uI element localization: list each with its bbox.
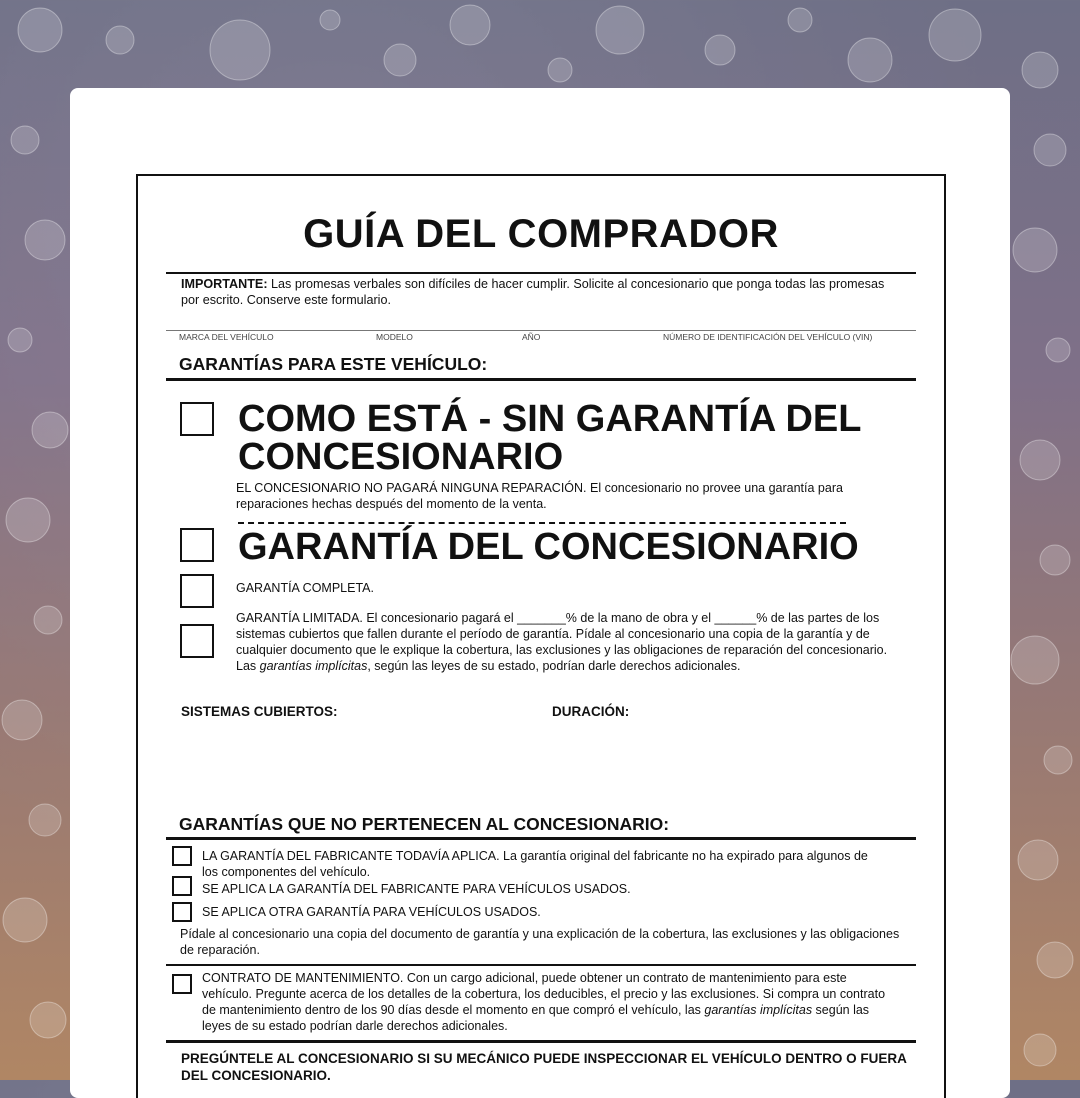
ask-copy-text: Pídale al concesionario una copia del documento de garantía y una explicación de la cobertura, las exclusiones y las obligaciones de reparación. [180,927,900,957]
as-is-text: EL CONCESIONARIO NO PAGARÁ NINGUNA REPARACIÓN. El concesionario no provee una garantía para reparaciones hechas después del momento de la venta. [236,481,843,511]
implied-warranties-text: garantías implícitas [704,1003,813,1017]
full-warranty-checkbox[interactable] [180,574,214,608]
manufacturer-used-warranty-text: SE APLICA LA GARANTÍA DEL FABRICANTE PARA VEHÍCULOS USADOS. [202,882,631,896]
service-contract-text-part: CONTRATO DE MANTENIMIENTO. Con un cargo adicional, puede obtener un contrato de mantenimiento para este vehículo. Pregunte acerca de los detalles de la cobertura, los deducibles, el precio y las exclusiones. Si compra un contrato de mantenimiento dentro de los 90 días desde el momento en que compró el vehículo, las [202,971,886,1017]
buyers-guide-form [136,174,946,1098]
systems-covered-label: SISTEMAS CUBIERTOS: [181,704,338,719]
as-is-checkbox[interactable] [180,402,214,436]
manufacturer-used-warranty-checkbox[interactable] [172,876,192,896]
dealer-warranty-checkbox[interactable] [180,528,214,562]
important-notice [181,276,901,308]
as-is-title: COMO ESTÁ - SIN GARANTÍA DEL CONCESIONARIO [238,398,861,478]
duration-label: DURACIÓN: [552,704,630,719]
vehicle-vin-label: NÚMERO DE IDENTIFICACIÓN DEL VEHÍCULO (VIN) [663,332,873,342]
important-label: IMPORTANTE: [181,277,268,291]
manufacturer-warranty-text: LA GARANTÍA DEL FABRICANTE TODAVÍA APLICA. La garantía original del fabricante no ha expirado para algunos de los componentes del vehículo. [202,849,868,879]
important-text: Las promesas verbales son difíciles de hacer cumplir. Solicite al concesionario que ponga todas las promesas por escrito. Conserve este formulario. [181,277,885,307]
service-contract-text [202,970,892,1034]
service-contract-text-part: según las leyes de su estado podrían darle derechos adicionales. [202,1003,870,1033]
implied-warranties-text: garantías implícitas [259,659,368,673]
service-contract-checkbox[interactable] [172,974,192,994]
other-used-warranty-checkbox[interactable] [172,902,192,922]
limited-warranty-checkbox[interactable] [180,624,214,658]
divider [166,837,916,840]
limited-warranty-text [236,610,904,674]
dealer-warranty-title: GARANTÍA DEL CONCESIONARIO [238,526,859,568]
non-dealer-warranties-heading: GARANTÍAS QUE NO PERTENECEN AL CONCESIONARIO: [179,814,670,834]
limited-warranty-text-part: , según las leyes de su estado, podrían darle derechos adicionales. [367,659,741,673]
divider [166,378,916,381]
limited-warranty-text-part: GARANTÍA LIMITADA. El concesionario pagará el _______% de la mano de obra y el ______% de las partes de los sistemas cubiertos que fallen durante el período de garantía. Pídale al concesionario una copia de la garantía y de cualquier documento que le explique la cobertura, las exclusiones y las obligaciones de reparación del concesionario. Las [236,611,888,673]
vehicle-make-label: MARCA DEL VEHÍCULO [179,332,274,342]
vehicle-info-line [166,330,916,331]
other-used-warranty-text: SE APLICA OTRA GARANTÍA PARA VEHÍCULOS USADOS. [202,905,541,919]
dashed-separator [238,522,846,524]
warranties-heading: GARANTÍAS PARA ESTE VEHÍCULO: [179,354,488,374]
divider [166,1040,916,1043]
vehicle-model-label: MODELO [376,332,413,342]
divider [166,272,916,274]
manufacturer-warranty-checkbox[interactable] [172,846,192,866]
vehicle-year-label: AÑO [522,332,541,342]
form-title: GUÍA DEL COMPRADOR [303,212,779,256]
inspection-question: PREGÚNTELE AL CONCESIONARIO SI SU MECÁNICO PUEDE INSPECCIONAR EL VEHÍCULO DENTRO O FUERA DEL CONCESIONARIO. [181,1051,907,1083]
document-card [70,88,1010,1098]
divider [166,964,916,966]
full-warranty-label: GARANTÍA COMPLETA. [236,581,374,595]
